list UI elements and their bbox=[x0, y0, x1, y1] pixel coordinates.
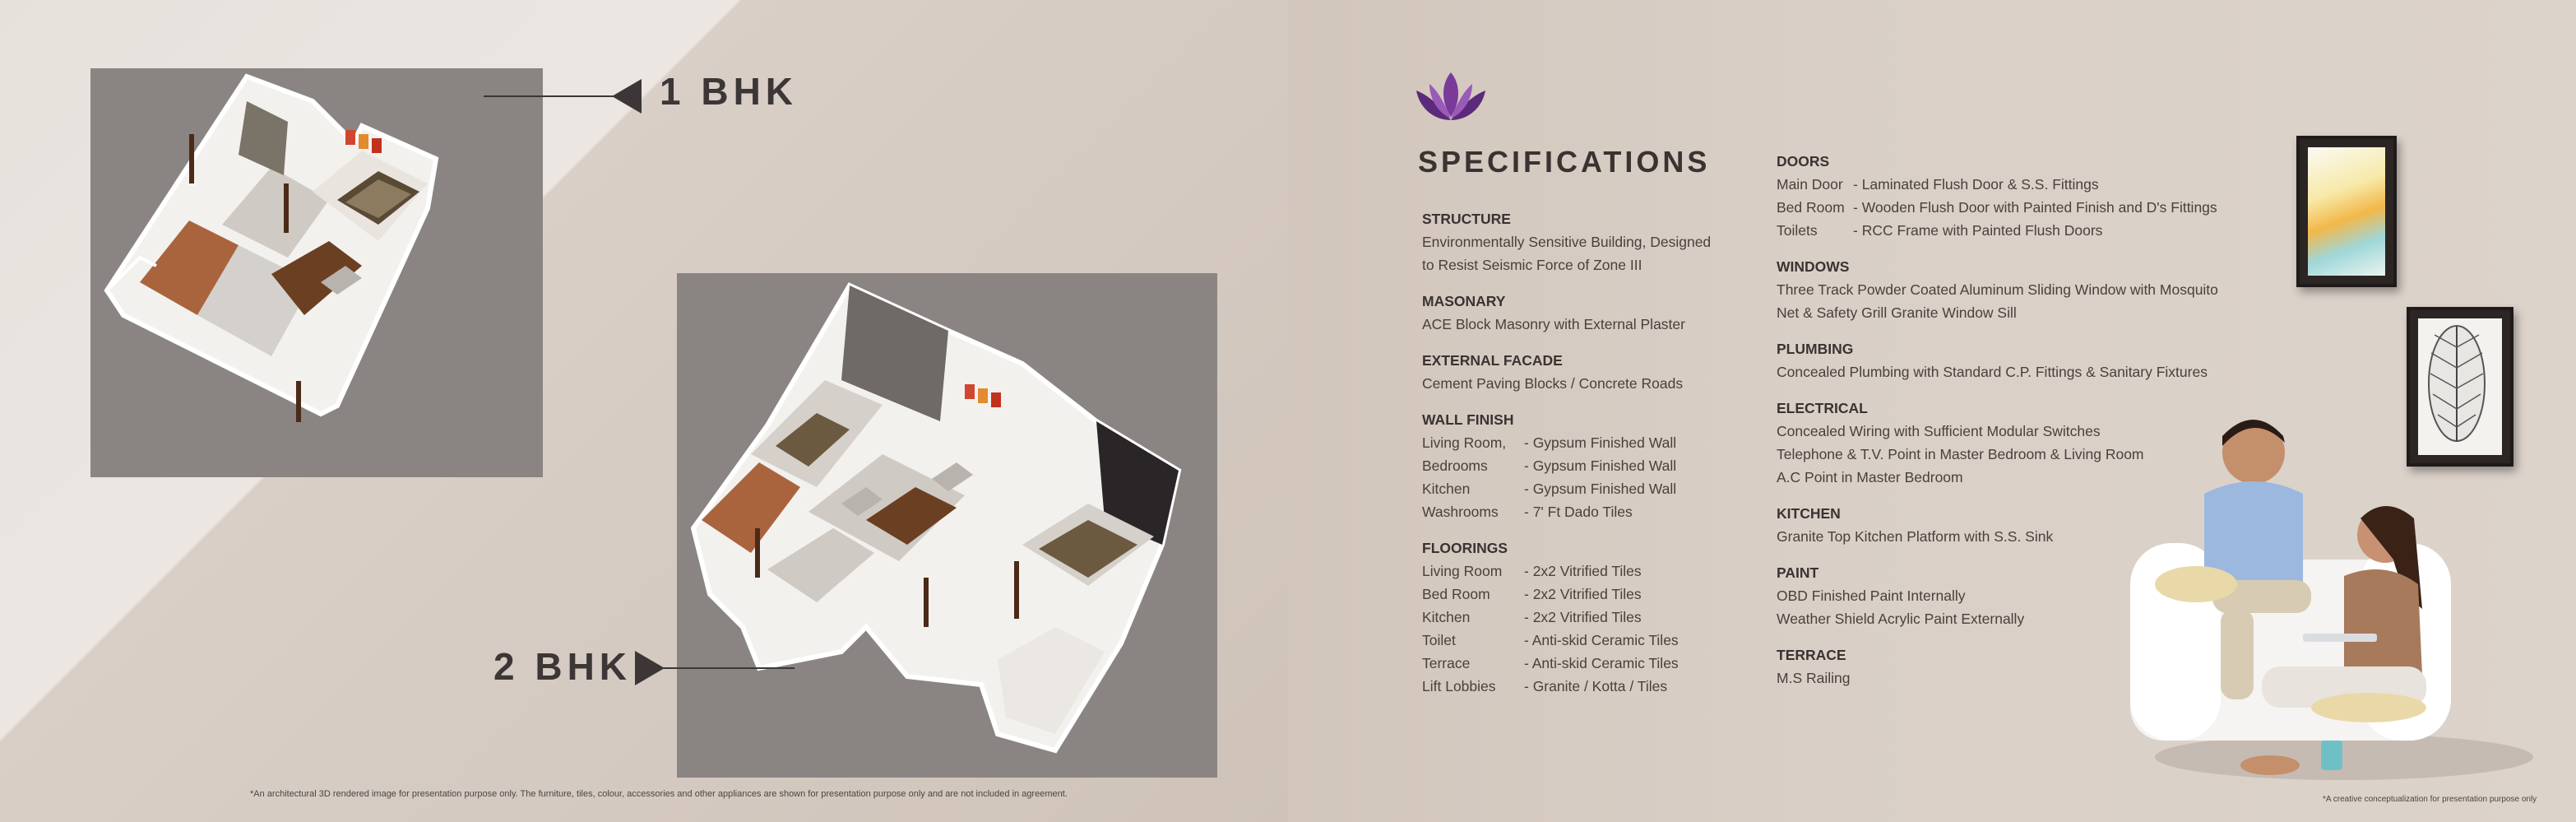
wall-finish-row bbox=[1422, 454, 1792, 477]
doors-row bbox=[1777, 196, 2270, 219]
arrow-line-2bhk bbox=[663, 667, 795, 669]
floor-plan-panel-1bhk bbox=[90, 68, 543, 477]
label-1bhk: 1 BHK bbox=[660, 70, 799, 113]
flower-painting-image bbox=[2308, 147, 2385, 276]
floorings-heading: FLOORINGS bbox=[1422, 540, 1508, 556]
floorings-row bbox=[1422, 675, 1792, 698]
wall-finish-room: Kitchen bbox=[1422, 481, 1471, 497]
wall-finish-value: - Gypsum Finished Wall bbox=[1524, 434, 1677, 451]
arrow-line-1bhk bbox=[484, 95, 614, 97]
floor-plan-1bhk-image bbox=[90, 68, 543, 477]
wall-finish-heading: WALL FINISH bbox=[1422, 411, 1514, 428]
floorings-value: - 2x2 Vitrified Tiles bbox=[1524, 609, 1642, 625]
wall-finish-room: Living Room, bbox=[1422, 434, 1507, 451]
wall-finish-row bbox=[1422, 431, 1792, 454]
masonary-heading: MASONARY bbox=[1422, 293, 1506, 309]
wall-finish-row bbox=[1422, 477, 1792, 500]
external-facade-line: Cement Paving Blocks / Concrete Roads bbox=[1422, 375, 1684, 392]
structure-line: Environmentally Sensitive Building, Designed bbox=[1422, 234, 1712, 250]
spec-column-left bbox=[1422, 207, 1792, 698]
paint-line: Weather Shield Acrylic Paint Externally bbox=[1777, 611, 2025, 627]
floorings-row bbox=[1422, 606, 1792, 629]
windows-heading: WINDOWS bbox=[1777, 258, 1850, 275]
electrical-line: A.C Point in Master Bedroom bbox=[1777, 469, 1963, 485]
floorings-row bbox=[1422, 652, 1792, 675]
doors-type: Toilets bbox=[1777, 222, 1818, 239]
floorings-row bbox=[1422, 560, 1792, 583]
arrow-head-2bhk bbox=[635, 651, 665, 685]
paint-heading: PAINT bbox=[1777, 564, 1819, 581]
doors-value: - RCC Frame with Painted Flush Doors bbox=[1853, 222, 2103, 239]
kitchen-line: Granite Top Kitchen Platform with S.S. Sink bbox=[1777, 528, 2054, 545]
floorings-room: Lift Lobbies bbox=[1422, 678, 1496, 694]
label-2bhk: 2 BHK bbox=[493, 645, 632, 688]
floorings-row bbox=[1422, 583, 1792, 606]
disclaimer-right: *A creative conceptualization for presentation purpose only bbox=[2323, 795, 2537, 804]
floorings-value: - Anti-skid Ceramic Tiles bbox=[1524, 655, 1679, 671]
windows-line: Three Track Powder Coated Aluminum Sliding Window with Mosquito bbox=[1777, 281, 2218, 298]
doors-type: Bed Room bbox=[1777, 199, 1845, 216]
specifications-title: SPECIFICATIONS bbox=[1418, 145, 1711, 179]
floorings-value: - 2x2 Vitrified Tiles bbox=[1524, 586, 1642, 602]
wall-art-frame-flowers bbox=[2296, 136, 2397, 287]
plumbing-line: Concealed Plumbing with Standard C.P. Fittings & Sanitary Fixtures bbox=[1777, 364, 2208, 380]
floorings-value: - Anti-skid Ceramic Tiles bbox=[1524, 632, 1679, 648]
floorings-room: Terrace bbox=[1422, 655, 1471, 671]
floorings-value: - Granite / Kotta / Tiles bbox=[1524, 678, 1668, 694]
plumbing-heading: PLUMBING bbox=[1777, 341, 1854, 357]
lotus-logo-icon bbox=[1411, 69, 1490, 127]
doors-value: - Wooden Flush Door with Painted Finish and D's Fittings bbox=[1853, 199, 2217, 216]
electrical-line: Telephone & T.V. Point in Master Bedroom & Living Room bbox=[1777, 446, 2144, 462]
electrical-heading: ELECTRICAL bbox=[1777, 400, 1868, 416]
windows-line: Net & Safety Grill Granite Window Sill bbox=[1777, 304, 2017, 321]
wall-finish-value: - Gypsum Finished Wall bbox=[1524, 481, 1677, 497]
floorings-value: - 2x2 Vitrified Tiles bbox=[1524, 563, 1642, 579]
disclaimer-left: *An architectural 3D rendered image for presentation purpose only. The furniture, tiles, colour, accessories and other appliances are shown for presentation purpose only and are not included in agreement. bbox=[250, 789, 1068, 799]
doors-value: - Laminated Flush Door & S.S. Fittings bbox=[1853, 176, 2099, 193]
kitchen-heading: KITCHEN bbox=[1777, 505, 1841, 522]
wall-finish-room: Bedrooms bbox=[1422, 457, 1488, 474]
external-facade-heading: EXTERNAL FACADE bbox=[1422, 352, 1563, 369]
floorings-room: Bed Room bbox=[1422, 586, 1490, 602]
doors-row bbox=[1777, 219, 2270, 242]
wall-finish-value: - 7' Ft Dado Tiles bbox=[1524, 504, 1633, 520]
terrace-line: M.S Railing bbox=[1777, 670, 1851, 686]
structure-heading: STRUCTURE bbox=[1422, 211, 1511, 227]
electrical-line: Concealed Wiring with Sufficient Modular Switches bbox=[1777, 423, 2101, 439]
masonary-line: ACE Block Masonry with External Plaster bbox=[1422, 316, 1685, 332]
paint-line: OBD Finished Paint Internally bbox=[1777, 587, 1966, 604]
floorings-room: Toilet bbox=[1422, 632, 1456, 648]
floorings-row bbox=[1422, 629, 1792, 652]
floor-plan-2bhk-image bbox=[677, 273, 1217, 778]
doors-heading: DOORS bbox=[1777, 153, 1830, 170]
floorings-room: Kitchen bbox=[1422, 609, 1471, 625]
wall-finish-row bbox=[1422, 500, 1792, 523]
arrow-head-1bhk bbox=[612, 79, 642, 114]
wall-finish-room: Washrooms bbox=[1422, 504, 1499, 520]
terrace-heading: TERRACE bbox=[1777, 647, 1846, 663]
floorings-room: Living Room bbox=[1422, 563, 1503, 579]
wall-finish-value: - Gypsum Finished Wall bbox=[1524, 457, 1677, 474]
doors-row bbox=[1777, 173, 2270, 196]
doors-type: Main Door bbox=[1777, 176, 1843, 193]
floor-plan-panel-2bhk bbox=[677, 273, 1217, 778]
couple-on-sofa-image bbox=[2097, 395, 2558, 806]
structure-line: to Resist Seismic Force of Zone III bbox=[1422, 257, 1642, 273]
